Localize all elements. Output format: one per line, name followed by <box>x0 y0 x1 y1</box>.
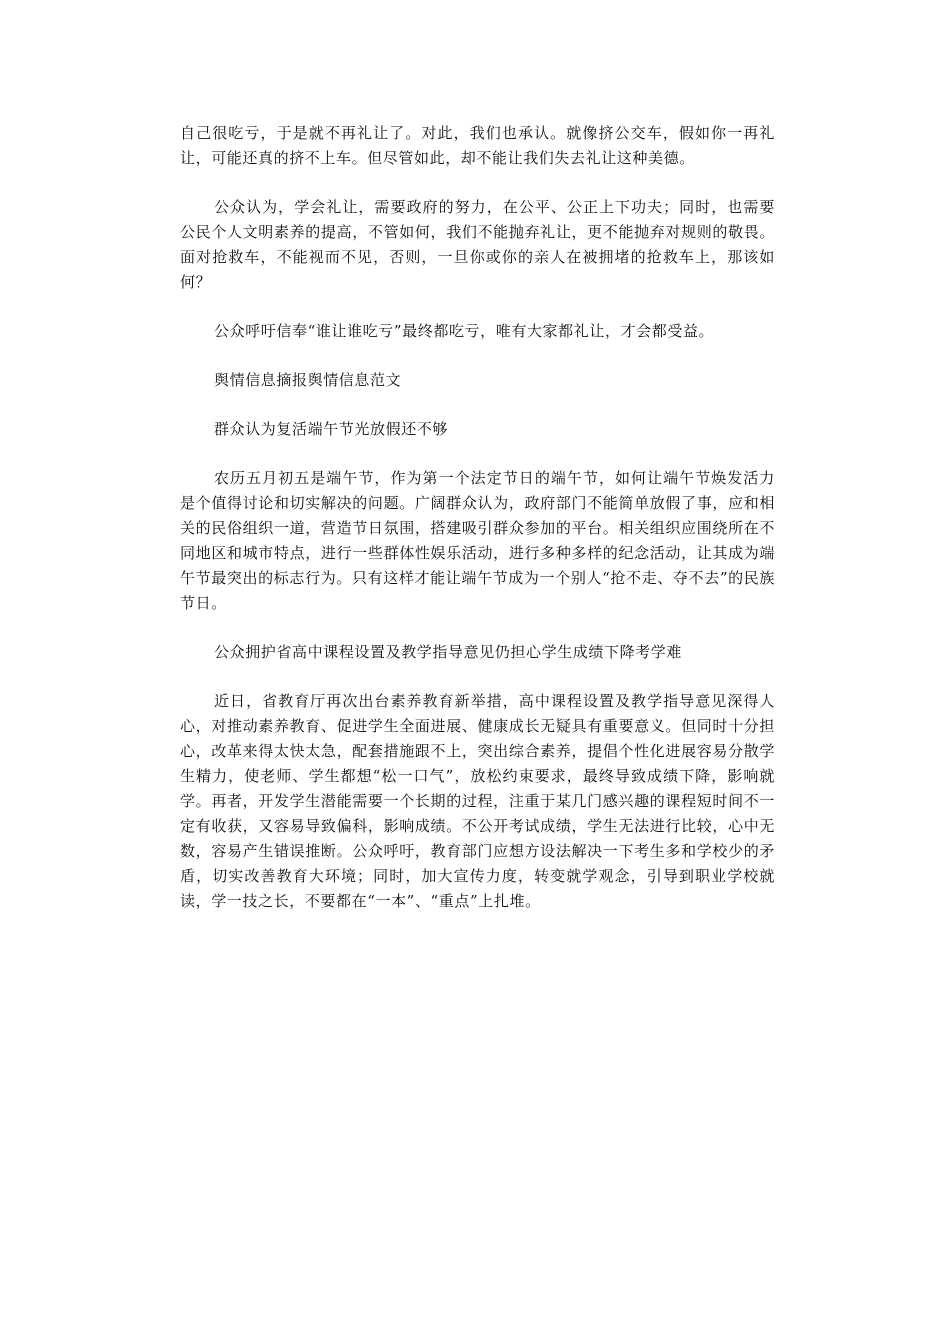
section-title-report-sample: 舆情信息摘报舆情信息范文 <box>214 371 402 389</box>
paragraph-public-appeal: 公众呼吁信奉“谁让谁吃亏”最终都吃亏，唯有大家都礼让，才会都受益。 <box>214 322 715 340</box>
paragraph-public-opinion-courtesy: 公众认为，学会礼让，需要政府的努力，在公平、公正上下功夫；同时，也需要公民个人文明素养的提高，不管如何，我们不能抛弃礼让，更不能抛弃对规则的敬畏。面对抢救车，不能视而不见，否则，一旦你或你的亲人在被拥堵的抢救车上，那该如何？ <box>180 198 775 291</box>
paragraph-dragon-boat-festival: 农历五月初五是端午节，作为第一个法定节日的端午节，如何让端午节焕发活力是个值得讨论和切实解决的问题。广阔群众认为，政府部门不能简单放假了事，应和相关的民俗组织一道，营造节日氛围，搭建吸引群众参加的平台。相关组织应围绕所在不同地区和城市特点，进行一些群体性娱乐活动，进行多种多样的纪念活动，让其成为端午节最突出的标志行为。只有这样才能让端午节成为一个别人“抢不走、夺不去”的民族节日。 <box>180 469 775 612</box>
paragraph-curriculum-reform: 近日，省教育厅再次出台素养教育新举措，高中课程设置及教学指导意见深得人心，对推动素养教育、促进学生全面进展、健康成长无疑具有重要意义。但同时十分担心，改革来得太快太急，配套措施跟不上，突出综合素养，提倡个性化进展容易分散学生精力，使老师、学生都想“松一口气”，放松约束要求，最终导致成绩下降，影响就学。再者，开发学生潜能需要一个长期的过程，注重于某几门感兴趣的课程短时间不一定有收获，又容易导致偏科，影响成绩。不公开考试成绩，学生无法进行比较，心中无数，容易产生错误推断。公众呼吁，教育部门应想方设法解决一下考生多和学校少的矛盾，切实改善教育大环境；同时，加大宣传力度，转变就学观念，引导到职业学校就读，学一技之长，不要都在“一本”、“重点”上扎堆。 <box>180 692 775 910</box>
section-heading-dragon-boat: 群众认为复活端午节光放假还不够 <box>214 420 449 438</box>
paragraph-courtesy-loss: 自己很吃亏，于是就不再礼让了。对此，我们也承认。就像挤公交车，假如你一再礼让，可能还真的挤不上车。但尽管如此，却不能让我们失去礼让这种美德。 <box>180 124 775 167</box>
document-page <box>180 121 775 938</box>
section-heading-curriculum: 公众拥护省高中课程设置及教学指导意见仍担心学生成绩下降考学难 <box>214 643 683 661</box>
